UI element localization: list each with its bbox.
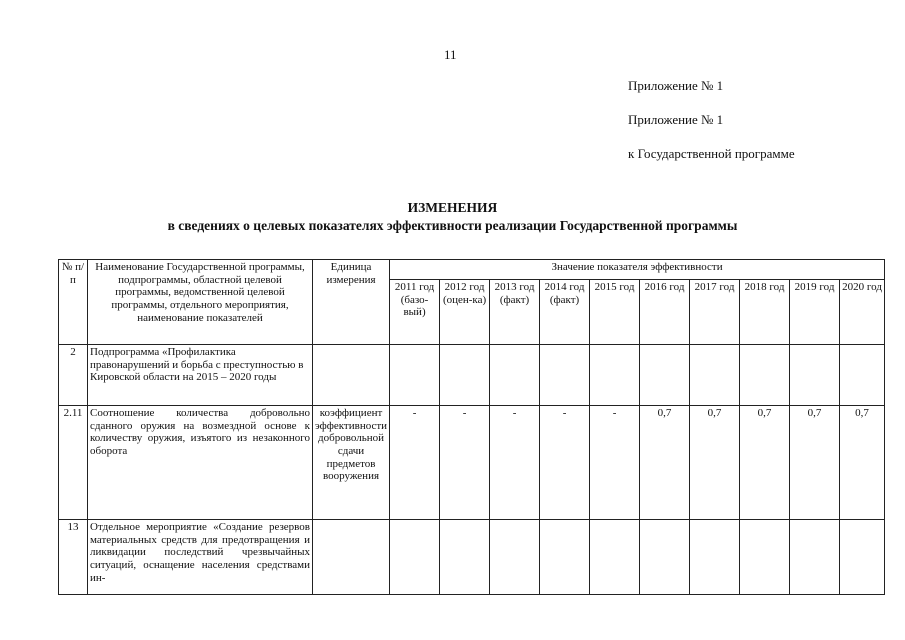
row-value: 0,7 <box>740 406 790 520</box>
row-value: 0,7 <box>640 406 690 520</box>
header-year: 2019 год <box>790 280 840 345</box>
table-header-row <box>59 260 885 280</box>
row-value <box>590 345 640 406</box>
row-unit: коэффициент эффективности добровольной сдачи предметов вооружения <box>313 406 390 520</box>
row-unit <box>313 520 390 595</box>
row-name: Соотношение количества добровольно сданного оружия на возмездной основе к количеству оружия, изъятого из незаконного оборота <box>88 406 313 520</box>
row-value: 0,7 <box>840 406 885 520</box>
row-value <box>740 345 790 406</box>
header-year: 2012 год (оцен-ка) <box>440 280 490 345</box>
row-value <box>790 345 840 406</box>
row-value <box>390 520 440 595</box>
appendix-line-2: Приложение № 1 <box>628 112 724 127</box>
row-value <box>590 520 640 595</box>
row-value: 0,7 <box>690 406 740 520</box>
appendix-line-3: к Государственной программе <box>628 146 795 161</box>
row-value <box>440 520 490 595</box>
row-value <box>390 345 440 406</box>
row-value <box>840 520 885 595</box>
header-num: № п/п <box>59 260 88 345</box>
row-value <box>640 520 690 595</box>
document-subtitle: в сведениях о целевых показателях эффективности реализации Государственной программы <box>167 218 738 233</box>
row-value <box>440 345 490 406</box>
row-unit <box>313 345 390 406</box>
row-num: 13 <box>59 520 88 595</box>
header-year: 2014 год (факт) <box>540 280 590 345</box>
document-title: ИЗМЕНЕНИЯ <box>407 200 498 215</box>
header-year: 2017 год <box>690 280 740 345</box>
table-row <box>59 345 885 406</box>
row-value <box>490 345 540 406</box>
page-number: 11 <box>444 47 457 62</box>
appendix-line-1: Приложение № 1 <box>628 78 724 93</box>
row-value: 0,7 <box>790 406 840 520</box>
row-value <box>790 520 840 595</box>
header-year: 2016 год <box>640 280 690 345</box>
row-value <box>490 520 540 595</box>
row-name: Подпрограмма «Профилактика правонарушений и борьба с преступностью в Кировской области на 2015 – 2020 годы <box>88 345 313 406</box>
row-value <box>540 345 590 406</box>
row-num: 2 <box>59 345 88 406</box>
row-value: - <box>490 406 540 520</box>
header-year: 2013 год (факт) <box>490 280 540 345</box>
header-name: Наименование Государственной программы, подпрограммы, областной целевой программы, ведомственной целевой программы, отдельного мероприятия, наименование показателей <box>88 260 313 345</box>
row-value <box>690 520 740 595</box>
row-value: - <box>540 406 590 520</box>
row-value: - <box>440 406 490 520</box>
header-year: 2020 год <box>840 280 885 345</box>
row-value: - <box>390 406 440 520</box>
header-year: 2018 год <box>740 280 790 345</box>
row-value <box>540 520 590 595</box>
row-name: Отдельное мероприятие «Создание резервов материальных средств для предотвращения и ликвидации последствий чрезвычайных ситуаций, оснащение населения средствами ин- <box>88 520 313 595</box>
row-value <box>840 345 885 406</box>
table-row <box>59 520 885 595</box>
row-value <box>690 345 740 406</box>
row-value <box>740 520 790 595</box>
header-value-group: Значение показателя эффективности <box>390 260 885 280</box>
indicators-table <box>58 259 885 595</box>
row-value: - <box>590 406 640 520</box>
row-num: 2.11 <box>59 406 88 520</box>
row-value <box>640 345 690 406</box>
header-year: 2015 год <box>590 280 640 345</box>
header-unit: Единица измерения <box>313 260 390 345</box>
header-year: 2011 год (базо-вый) <box>390 280 440 345</box>
table-row <box>59 406 885 520</box>
